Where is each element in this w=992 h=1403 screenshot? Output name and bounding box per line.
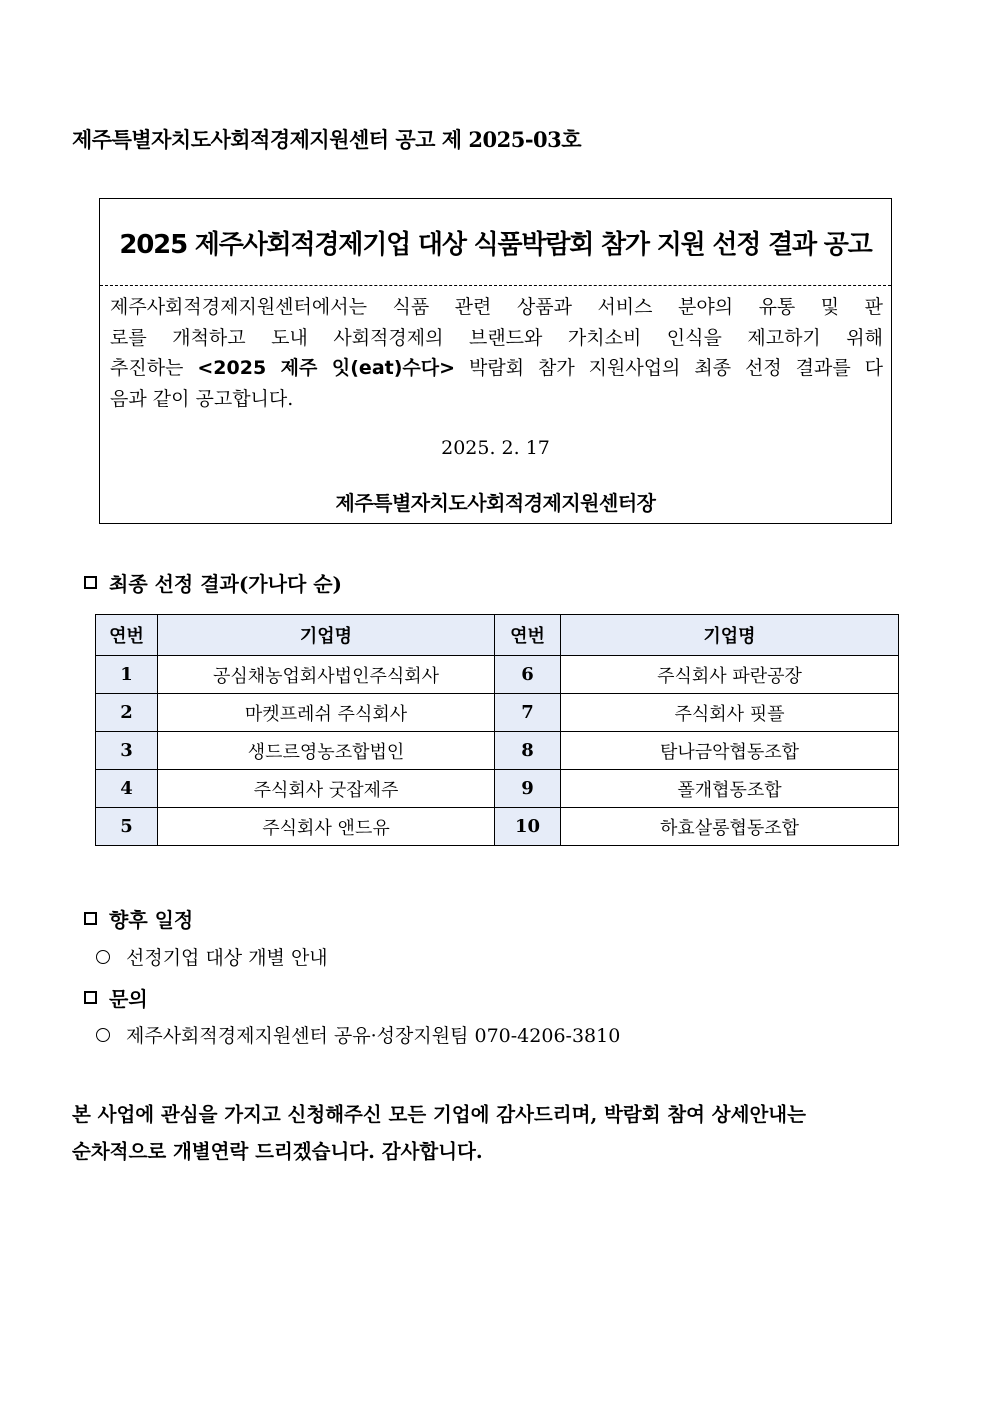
closing-line-1: 본 사업에 관심을 가지고 신청해주신 모든 기업에 감사드리며, 박람회 참여 상세안내는 [72, 1103, 806, 1126]
checkbox-square-icon [84, 576, 97, 589]
header-no-2: 연번 [495, 615, 561, 656]
table-row [96, 770, 899, 808]
table-header-row [96, 615, 899, 656]
closing-message [72, 1096, 922, 1170]
header-no-1: 연번 [96, 615, 158, 656]
inquiry-heading [84, 983, 148, 1012]
announcement-body [110, 292, 883, 414]
schedule-item-text: 선정기업 대상 개별 안내 [126, 947, 328, 969]
inquiry-heading-text: 문의 [109, 987, 148, 1011]
table-row [96, 656, 899, 694]
body-line-4: 음과 같이 공고합니다. [110, 387, 294, 410]
row-number: 7 [495, 694, 561, 732]
inquiry-item [96, 1021, 620, 1048]
results-heading-text: 최종 선정 결과(가나다 순) [109, 572, 343, 596]
company-name: 폴개협동조합 [561, 770, 899, 808]
body-line-2: 로를 개척하고 도내 사회적경제의 브랜드와 가치소비 인식을 제고하기 위해 [110, 326, 883, 349]
body-line-3-post: 박람회 참가 지원사업의 최종 선정 결과를 다 [455, 357, 883, 379]
company-name: 주식회사 굿잡제주 [158, 770, 495, 808]
event-name: <2025 제주 잇(eat)수다> [197, 357, 456, 379]
inquiry-item-text: 제주사회적경제지원센터 공유·성장지원팀 070-4206-3810 [126, 1025, 621, 1047]
closing-line-2: 순차적으로 개별연락 드리겠습니다. 감사합니다. [72, 1140, 483, 1163]
body-line-1: 제주사회적경제지원센터에서는 식품 관련 상품과 서비스 분야의 유통 및 판 [110, 296, 883, 318]
company-name: 탐나금악협동조합 [561, 732, 899, 770]
checkbox-square-icon [84, 912, 97, 925]
circle-bullet-icon [96, 950, 110, 964]
row-number: 1 [96, 656, 158, 694]
company-name: 마켓프레쉬 주식회사 [158, 694, 495, 732]
company-name: 공심채농업회사법인주식회사 [158, 656, 495, 694]
row-number: 2 [96, 694, 158, 732]
checkbox-square-icon [84, 991, 97, 1004]
announcement-signature: 제주특별자치도사회적경제지원센터장 [335, 491, 656, 515]
row-number: 4 [96, 770, 158, 808]
row-number: 8 [495, 732, 561, 770]
table-row [96, 808, 899, 846]
company-name: 주식회사 핏플 [561, 694, 899, 732]
body-line-3-pre: 추진하는 [110, 357, 198, 379]
company-name: 생드르영농조합법인 [158, 732, 495, 770]
row-number: 10 [495, 808, 561, 846]
header-company-2: 기업명 [561, 615, 899, 656]
circle-bullet-icon [96, 1028, 110, 1042]
announcement-box [99, 198, 892, 524]
row-number: 3 [96, 732, 158, 770]
table-row [96, 694, 899, 732]
row-number: 6 [495, 656, 561, 694]
company-name: 주식회사 파란공장 [561, 656, 899, 694]
schedule-item [96, 943, 328, 970]
notice-number: 제주특별자치도사회적경제지원센터 공고 제 2025-03호 [72, 127, 582, 152]
results-heading [84, 568, 342, 597]
announcement-date: 2025. 2. 17 [441, 437, 550, 459]
row-number: 5 [96, 808, 158, 846]
results-table [95, 614, 899, 846]
row-number: 9 [495, 770, 561, 808]
schedule-heading [84, 904, 193, 933]
schedule-heading-text: 향후 일정 [109, 908, 194, 932]
company-name: 주식회사 앤드유 [158, 808, 495, 846]
body-line-3 [110, 353, 883, 384]
header-company-1: 기업명 [158, 615, 495, 656]
company-name: 하효살롱협동조합 [561, 808, 899, 846]
announcement-title: 2025 제주사회적경제기업 대상 식품박람회 참가 지원 선정 결과 공고 [100, 199, 891, 286]
table-row [96, 732, 899, 770]
